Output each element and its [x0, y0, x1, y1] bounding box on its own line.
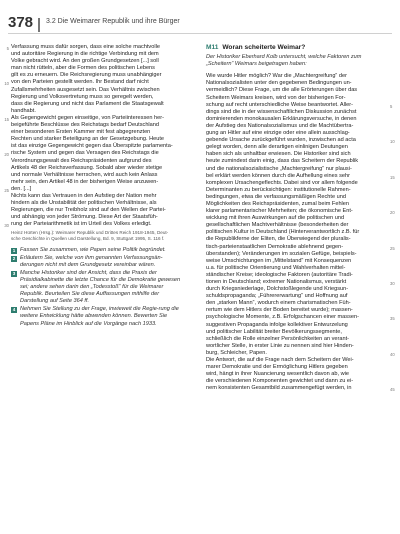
line-text: Wie wurde Hitler möglich? War die „Machtergreifung“ der: [206, 73, 347, 80]
line-number: 35: [390, 316, 395, 322]
text-line: [4, 221, 181, 229]
text-line: [206, 194, 388, 201]
text-line: [206, 329, 388, 336]
text-line: [206, 265, 388, 272]
text-line: [206, 371, 388, 378]
text-line: [11, 122, 181, 129]
task-text: Nehmen Sie Stellung zu der Frage, inwieweit die Regie-rung die weitere Entwicklung hätte abwenden können. Bewerten Sie Papens Pläne im Hinblick auf die Vorgänge nach 1933.: [20, 306, 179, 327]
text-line: [206, 364, 388, 371]
line-number: 10: [390, 139, 395, 145]
line-number: 15: [390, 174, 395, 180]
line-text: wicklung mit ihren Auswirkungen auf die politischen und: [206, 215, 345, 222]
line-text: vermeidlich? Diese Frage, um die alle Erörterungen über das: [206, 87, 358, 94]
task-item: [11, 247, 181, 254]
text-line: [206, 222, 388, 229]
line-text: den. [...]: [11, 185, 32, 192]
text-line: [11, 143, 181, 150]
line-text: gesellschaftlichen Machtverhältnisse (besonderheiten der: [206, 222, 349, 229]
material-intro-line: Der Historiker Eberhard Kolb untersucht, welche Faktoren zum: [206, 54, 362, 61]
text-line: [206, 385, 395, 393]
line-text: überstanden); Veränderungen im sozialen Gefüge, beispiels-: [206, 250, 357, 257]
text-line: [206, 201, 388, 208]
text-line: [206, 187, 388, 194]
line-text: marer Demokratie und der Ermöglichung Hitlers gegeben: [206, 364, 348, 371]
line-text: handhabt.: [11, 107, 36, 114]
line-text: bedingungen, etwa die verfassungsmäßigen Rechte und: [206, 193, 346, 200]
line-text: Regierung und Volksvertretung muss so geregelt werden,: [11, 93, 154, 100]
text-line: [206, 109, 388, 116]
text-line: [206, 158, 388, 165]
text-line: [206, 279, 395, 286]
chapter-title: 3.2 Die Weimarer Republik und ihre Bürger: [46, 18, 180, 25]
line-text: Determinanten zu berücksichtigen: institutionelle Rahmen-: [206, 186, 351, 193]
line-text: gung an Hitler auf eine einzige oder eine allein ausschlag-: [206, 130, 350, 137]
page-number: 378: [8, 14, 34, 31]
line-text: haben sich als unhaltbar erwiesen. Die Historiker sind sich: [206, 151, 351, 158]
line-text: Volke gebracht wird. An den großen Grundgesetzen [...] soll: [11, 58, 159, 65]
line-text: Artikels 48 der Reichsverfassung. Sobald aber wieder stetige: [11, 164, 163, 171]
text-line: [11, 214, 181, 221]
text-line: [206, 166, 388, 173]
line-text: und autoritäre Regierung in die richtige Verbindung mit dem: [11, 51, 159, 58]
task-number: 3: [12, 270, 16, 276]
text-line: [206, 123, 388, 130]
text-line: [11, 165, 181, 172]
header-rule: [8, 33, 392, 34]
source-citation-line: Heinz Hürten (Hrsg.): Weimarer Republik und Drittes Reich 1918-1945, Deut-: [11, 230, 169, 236]
right-column: [206, 44, 395, 393]
text-line: [206, 336, 388, 343]
text-line: [11, 129, 181, 136]
line-text: hindern als die Unstabilität der politischen Verhältnisse, als: [11, 200, 157, 207]
text-line: [11, 207, 181, 214]
line-text: und politischer Labilität breiter Bevölkerungssegmente,: [206, 328, 342, 335]
source-text: [4, 44, 181, 229]
text-line: [206, 95, 388, 102]
line-text: man nicht rütteln, aber die Formen des politischen Lebens: [11, 65, 155, 72]
line-text: der Aufstieg des Nationalsozialismus und die Machtübertra-: [206, 122, 354, 129]
line-number: 30: [4, 223, 9, 229]
line-text: schuldspropaganda; „Führererwartung“ und Hoffnung auf: [206, 293, 348, 300]
task-text: Fassen Sie zusammen, wie Papen seine Politik begründet.: [20, 246, 166, 253]
line-number: 40: [390, 351, 395, 357]
text-line: [206, 73, 388, 80]
line-text: dominierenden monokausalen Erklärungsversuche, in denen: [206, 115, 357, 122]
line-number: 20: [390, 210, 395, 216]
line-text: tionen in Deutschland; extremer Nationalismus, verstärkt: [206, 279, 347, 285]
line-text: Nationalsozialisten unter den gegebenen Bedingungen un-: [206, 80, 352, 87]
line-text: den „starken Mann“, wodurch einem charismatischen Füh-: [206, 300, 351, 307]
text-line: [11, 72, 181, 79]
text-line: [206, 236, 388, 243]
text-line: [11, 108, 181, 115]
line-text: komplexen Ursachengeflechts. Dabei sind vor allem folgende: [206, 179, 358, 186]
line-text: tisch-parteienstaatlichen Demokratie ablehnend gegen-: [206, 243, 344, 250]
text-line: [206, 322, 388, 329]
line-text: Rechten und starker Beteiligung an der Gesetzgebung. Heute: [11, 136, 164, 143]
line-text: rung der Parteiarithmetik ist im Urteil des Volkes erledigt.: [11, 221, 152, 228]
text-line: [206, 101, 393, 109]
line-text: beigeführte Beschlüsse des Reichstags bedarf Deutschland: [11, 122, 160, 129]
text-line: [206, 349, 395, 357]
line-text: Möglichkeiten des Reichspräsidenten, zumal beim Fehlen: [206, 200, 350, 207]
line-number: 5: [390, 103, 393, 109]
line-text: Verordnungsgewalt des Reichspräsidenten aufgrund des: [11, 157, 152, 164]
text-line: [11, 51, 181, 58]
line-text: Zufallsmehrheiten ausgesetzt sein. Das Verhältnis zwischen: [11, 86, 160, 93]
material-heading: [206, 44, 388, 51]
text-line: [206, 307, 388, 314]
line-number: 15: [4, 116, 9, 122]
line-text: nem konsistenten Gesamtbild zusammengefügt werden, in: [206, 385, 352, 392]
line-text: die Republikferne der Eliten, die Überwiegend der pluralis-: [206, 236, 351, 243]
text-line: [206, 293, 388, 300]
text-line: [206, 300, 388, 307]
task-number: 2: [12, 255, 16, 261]
line-text: Regierungen, die nur Treibholz sind auf den Wellen der Partei-: [11, 207, 166, 214]
line-text: suggestiven Propaganda infolge kollektiver Entwurzelung: [206, 321, 348, 328]
line-text: gebende Ursache zurückgeführt wurden, inzwischen ad acta: [206, 137, 356, 144]
text-line: [11, 193, 181, 200]
source-citation-line: sche Geschichte in Quellen und Darstellung, Bd. 9, Stuttgart 1995, S. 116 f.: [11, 236, 165, 242]
line-text: von den Parteien gestellt werden. Ihr Bestand darf nicht: [11, 79, 149, 86]
text-line: [206, 172, 395, 180]
text-line: [206, 258, 388, 265]
text-line: [11, 58, 181, 65]
line-text: und normale Verhältnisse herrschen, wird auch kein Anlass: [11, 171, 158, 178]
text-line: [4, 185, 181, 193]
line-text: Als Gegengewicht gegen einseitige, von Parteiinteressen her-: [11, 114, 164, 121]
line-text: wortlicher Stelle, in erster Linie zu nennen sind hier Hinden-: [206, 342, 354, 349]
text-line: [206, 251, 388, 258]
header-divider: [38, 18, 40, 32]
material-intro: [206, 54, 388, 68]
line-text: ständischer Kreise; ideologische Faktoren (autoritäre Tradi-: [206, 271, 353, 278]
text-line: [206, 80, 388, 87]
line-text: u.a. für politische Orientierung und Wahlverhalten mittel-: [206, 264, 346, 271]
text-line: [206, 314, 395, 322]
line-text: mehr sein, den Artikel 48 in der bisherigen Weise anzuwen-: [11, 178, 159, 185]
text-line: [206, 130, 388, 137]
line-text: politischen Kultur in Deutschland (Hinterverantwortlich z.B. für: [206, 229, 360, 236]
text-line: [11, 179, 181, 186]
task-item: [11, 270, 181, 305]
line-text: und die nationalsozialistische „Machtergreifung“ nur plausi-: [206, 165, 352, 172]
text-line: [206, 215, 388, 222]
text-line: [206, 208, 395, 216]
text-line: [4, 79, 181, 87]
line-text: schung auf recht unterschiedliche Weise beantwortet. Aller-: [206, 101, 353, 108]
material-badge: M11: [206, 44, 219, 51]
line-number: 10: [4, 81, 9, 87]
line-text: gelegt worden, denn alle derartigen einlinigen Deutungen: [206, 144, 348, 151]
text-line: [206, 137, 395, 145]
line-text: Verfassung muss dafür sorgen, dass eine solche machtvolle: [11, 44, 160, 50]
text-line: [206, 87, 388, 94]
text-line: [11, 94, 181, 101]
material-title: Woran scheiterte Weimar?: [222, 44, 306, 51]
line-text: rertum wie dem Hitlers der Boden bereitet wurde); massen-: [206, 307, 353, 314]
task-list: [11, 247, 181, 328]
line-text: schließlich die Rolle einzelner Persönlichkeiten an verant-: [206, 335, 350, 342]
text-line: [206, 343, 388, 350]
text-line: [4, 114, 181, 122]
text-line: [206, 243, 395, 251]
material-intro-line: „Scheitern“ Weimars beigetragen haben:: [206, 61, 307, 68]
task-text: Erläutern Sie, welche von ihm genannten Verfassungsän-derungen nicht mit dem Grundgesetz vereinbar wären.: [20, 254, 163, 268]
line-text: klarer parlamentarischer Mehrheiten; die ökonomische Ent-: [206, 208, 353, 215]
line-text: bel erklärt werden können durch die Aufhellung eines sehr: [206, 172, 350, 179]
line-text: Die Antwort, die auf die Frage nach dem Scheitern der Wei-: [206, 357, 354, 364]
text-line: [11, 172, 181, 179]
line-text: dass die Regierung und nicht das Parlament die Staatsgewalt: [11, 100, 164, 107]
page-header: [8, 14, 392, 32]
line-text: ist das einzige Gegengewicht gegen das Überspitzte parlamenta-: [11, 143, 173, 150]
line-text: Nichts kann das Vertrauen in den Aufstieg der Nation mehr: [11, 192, 157, 199]
text-line: [206, 180, 388, 187]
text-line: [4, 150, 181, 158]
line-number: 30: [390, 281, 395, 286]
text-line: [206, 378, 388, 385]
line-number: 5: [6, 46, 9, 51]
text-line: [206, 286, 388, 293]
text-line: [206, 144, 388, 151]
text-line: [11, 200, 181, 207]
line-text: heute zumindest darin einig, dass das Scheitern der Republik: [206, 158, 359, 165]
task-item: [11, 255, 181, 269]
text-line: [206, 272, 388, 279]
text-line: [206, 357, 388, 364]
text-line: [6, 44, 181, 51]
line-text: dings sind die in der wissenschaftlichen Diskussion zunächst: [206, 108, 357, 115]
line-text: rische System und gegen das Versagen des Reichstags die: [11, 150, 159, 157]
line-text: und abhängig von jeder Strömung. Diese Art der Staatsfüh-: [11, 214, 158, 221]
text-line: [11, 101, 181, 108]
line-number: 25: [390, 245, 395, 251]
line-text: gilt es zu erneuern. Die Reichsregierung muss unabhängiger: [11, 72, 162, 79]
text-line: [206, 151, 388, 158]
text-line: [11, 158, 181, 165]
line-number: 45: [390, 387, 395, 393]
text-line: [11, 87, 181, 94]
material-text: [206, 73, 395, 393]
line-text: psychologische Momente, z.B. Erfolgschancen einer massen-: [206, 314, 359, 321]
task-item: [11, 306, 181, 327]
line-text: die verschiedenen Komponenten gewichtet und dann zu ei-: [206, 378, 354, 385]
line-text: Scheitern Weimars kreisen, wird von der bisherigen For-: [206, 94, 346, 101]
task-text: Manche Historiker sind der Ansicht, dass die Praxis der Präsidialkabinette die letzte Chance für die Demokratie gewesen sei; andere sehen darin den „Todesstoß“ für die Weimarer Republik. Beurteilen Sie diese Auffassungen mithilfe der Darstellung auf Seite 364 ff.: [20, 269, 181, 305]
line-number: 20: [4, 152, 9, 158]
left-column: [4, 44, 181, 329]
text-line: [206, 116, 388, 123]
line-text: einer besonderen Ersten Kammer mit fest abgegrenzten: [11, 129, 151, 136]
line-text: burg, Schleicher, Papen.: [206, 349, 267, 356]
source-citation: [11, 230, 181, 241]
line-text: wird, hängt in ihrer Nuancierung wesentlich davon ab, wie: [206, 371, 350, 378]
task-number: 4: [12, 307, 16, 313]
line-text: durch Kriegsniederlage, Dolchstoßlegende und Kriegsun-: [206, 286, 349, 293]
text-line: [11, 65, 181, 72]
line-text: weise Umschichtungen im „Mittelstand“ mit Konsequenzen: [206, 257, 352, 264]
line-number: 25: [4, 187, 9, 193]
task-number: 1: [12, 247, 16, 253]
